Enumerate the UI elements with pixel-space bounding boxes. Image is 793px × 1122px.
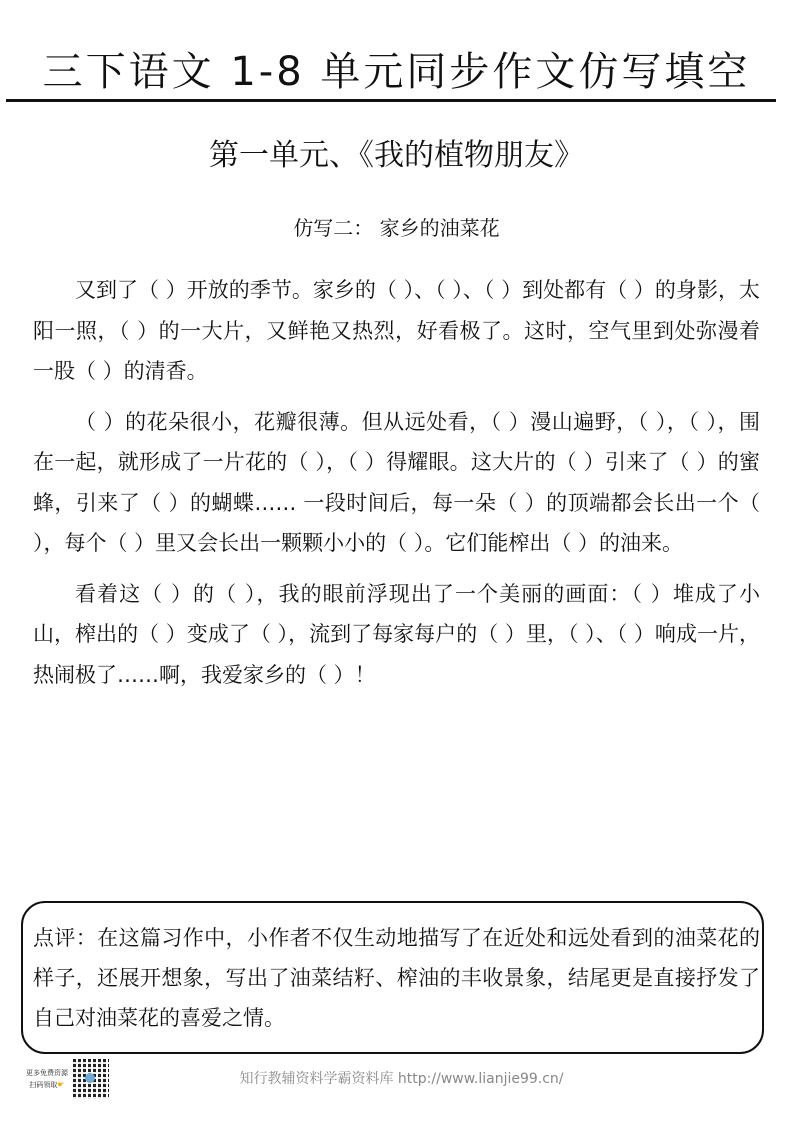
title-divider bbox=[6, 99, 776, 102]
promo-line-1: 更多免费资源 bbox=[26, 1068, 68, 1077]
promo-line-2: 扫码领取 bbox=[29, 1080, 58, 1089]
essay-paragraph-1: 又到了（ ）开放的季节。家乡的（ ）、（ ）、（ ）到处都有（ ）的身影，太阳一照，（ ）的一大片，又鲜艳又热烈，好看极了。这时，空气里到处弥漫着一股（ ）的清香。 bbox=[33, 278, 760, 383]
page-title: 三下语文 1-8 单元同步作文仿写填空 bbox=[42, 49, 751, 95]
essay-paragraph-3: 看着这（ ）的（ ），我的眼前浮现出了一个美丽的画面：（ ）堆成了小山，榨出的（ ）变成了（ ），流到了每家每户的（ ）里，（ ）、（ ）响成一片，热闹极了……啊，我爱家乡的（ ）！ bbox=[33, 581, 760, 687]
essay-body bbox=[33, 270, 760, 705]
essay-paragraph-2: （ ）的花朵很小，花瓣很薄。但从远处看，（ ）漫山遍野，（ ），（ ），围在一起，就形成了一片花的（ ），（ ）得耀眼。这大片的（ ）引来了（ ）的蜜蜂，引来了（ ）的蝴蝶…… 一段时间后，每一朵（ ）的顶端都会长出一个（ ），每个（ ）里又会长出一颗颗小小的（ ）。它们能榨出（ ）的油来。 bbox=[33, 409, 760, 555]
pointing-hand-icon: ☛ bbox=[57, 1079, 65, 1089]
essay-subtitle: 仿写二： 家乡的油菜花 bbox=[293, 216, 500, 240]
unit-title: 第一单元、《我的植物朋友》 bbox=[209, 138, 584, 173]
footer-link[interactable]: 知行教辅资料学霸资料库 http://www.lianjie99.cn/ bbox=[239, 1071, 564, 1087]
review-text: 点评：在这篇习作中，小作者不仅生动地描写了在近处和远处看到的油菜花的样子，还展开想象，写出了油菜结籽、榨油的丰收景象，结尾更是直接抒发了自己对油菜花的喜爱之情。 bbox=[33, 926, 760, 1030]
